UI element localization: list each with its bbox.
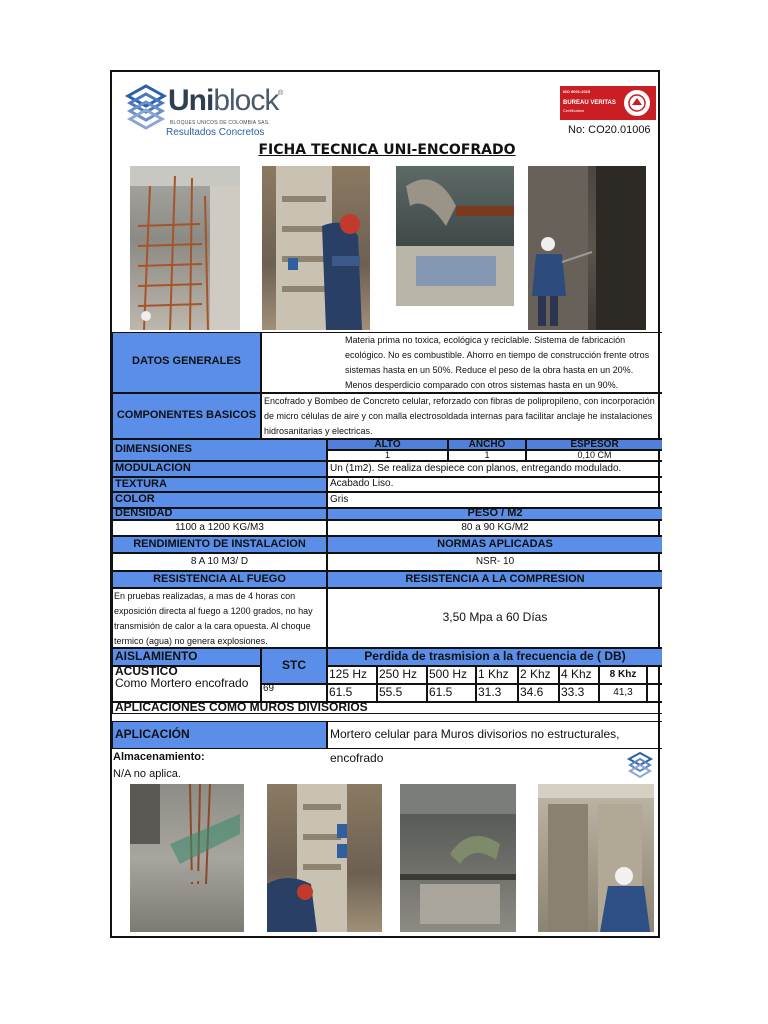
value-500: 61.5: [427, 684, 476, 702]
stc-value: 69: [261, 684, 327, 702]
data-sheet: [110, 70, 660, 938]
perdida-label: Perdida de trasmision a la frecuencia de ( DB): [327, 648, 662, 666]
photo-worker-formwork-2: [267, 784, 382, 932]
aplicacion-value: Mortero celular para Muros divisorios no estructurales, encofrado: [327, 721, 662, 749]
aplicacion-label: APLICACIÓN: [112, 721, 327, 749]
aplicaciones-title: APLICACIONES COMO MUROS DIVISORIOS: [112, 702, 662, 714]
value-125: 61.5: [327, 684, 377, 702]
acustico-label: AISLAMIENTO ACUSTICO: [112, 648, 261, 666]
logo-tagline: Resultados Concretos: [166, 127, 265, 138]
peso-label: PESO / M2: [327, 508, 662, 520]
densidad-label: DENSIDAD: [112, 508, 327, 520]
espesor-value: 0,10 CM: [526, 450, 662, 461]
freq-500: 500 Hz: [427, 666, 476, 684]
photo-worker-spraying-2: [538, 784, 654, 932]
almacenamiento-label: Almacenamiento:: [113, 751, 205, 763]
stc-label: STC: [261, 648, 327, 684]
logo-subtitle: BLOQUES UNICOS DE COLOMBIA SAS.: [170, 120, 270, 126]
photo-concrete-pouring: [396, 166, 514, 306]
mortero-label: Como Mortero encofrado: [112, 666, 261, 702]
photo-rebar-base: [130, 784, 244, 932]
freq-empty: [647, 666, 662, 684]
certification-badge: [560, 86, 656, 120]
textura-label: TEXTURA: [112, 477, 327, 492]
top-photo-strip: [112, 164, 662, 332]
ancho-label: ANCHO: [448, 439, 526, 450]
value-4k: 33.3: [559, 684, 599, 702]
photo-rebar-columns: [130, 166, 240, 330]
compresion-value: 3,50 Mpa a 60 Días: [327, 588, 662, 648]
textura-value: Acabado Liso.: [327, 477, 662, 492]
value-2k: 34.6: [518, 684, 559, 702]
modulacion-label: MODULACION: [112, 461, 327, 477]
fuego-label: RESISTENCIA AL FUEGO: [112, 571, 327, 588]
value-empty: [647, 684, 662, 702]
page-title: FICHA TECNICA UNI-ENCOFRADO: [258, 142, 516, 158]
rendimiento-value: 8 A 10 M3/ D: [112, 553, 327, 571]
uniblock-logo: [126, 80, 316, 140]
document-number: No: CO20.01006: [568, 124, 651, 136]
freq-8k: 8 Khz: [599, 666, 647, 684]
value-250: 55.5: [377, 684, 427, 702]
datos-generales-label: DATOS GENERALES: [112, 332, 261, 393]
normas-label: NORMAS APLICADAS: [327, 536, 662, 553]
componentes-text: Encofrado y Bombeo de Concreto celular, reforzado con fibras de polipropileno, con incorporación de micro células de aire y con malla electrosoldada internas para facilitar anclaje he instalaciones hidrosanitarias y electricas.: [261, 393, 662, 439]
photo-concrete-pouring-2: [400, 784, 516, 932]
logo-stack-icon: [126, 84, 166, 128]
compresion-label: RESISTENCIA A LA COMPRESION: [327, 571, 662, 588]
freq-2k: 2 Khz: [518, 666, 559, 684]
bureau-veritas-seal-icon: [622, 88, 652, 118]
peso-value: 80 a 90 KG/M2: [327, 520, 662, 536]
alto-label: ALTO: [327, 439, 448, 450]
freq-1k: 1 Khz: [476, 666, 518, 684]
cert-org: BUREAU VERITAS: [563, 100, 616, 106]
freq-4k: 4 Khz: [559, 666, 599, 684]
almacenamiento-value: N/A no aplica.: [113, 768, 181, 780]
photo-worker-spraying: [528, 166, 646, 330]
photo-worker-formwork: [262, 166, 370, 330]
densidad-value: 1100 a 1200 KG/M3: [112, 520, 327, 536]
bottom-photo-strip: [112, 780, 662, 936]
freq-125: 125 Hz: [327, 666, 377, 684]
cert-label: Certification: [563, 108, 585, 113]
freq-250: 250 Hz: [377, 666, 427, 684]
frequency-table: [112, 666, 662, 702]
value-8k: 41,3: [599, 684, 647, 702]
fuego-text: En pruebas realizadas, a mas de 4 horas con exposición directa al fuego a 1200 grados, no hay transmisión de calor a la cara opuesta. Al choque termico (agua) no genera explosiones.: [112, 588, 327, 648]
cert-iso: ISO 9001:2015: [563, 89, 591, 94]
color-label: COLOR: [112, 492, 327, 508]
ancho-value: 1: [448, 450, 526, 461]
rendimiento-label: RENDIMIENTO DE INSTALACION: [112, 536, 327, 553]
alto-value: 1: [327, 450, 448, 461]
logo-wordmark: Uniblock: [168, 84, 279, 117]
modulacion-value: Un (1m2). Se realiza despiece con planos, entregando modulado.: [327, 461, 662, 477]
componentes-label: COMPONENTES BASICOS: [112, 393, 261, 439]
color-value: Gris: [327, 492, 662, 508]
uniblock-mark-icon: [628, 752, 652, 778]
dimensiones-label: DIMENSIONES: [112, 439, 327, 461]
datos-generales-text: Materia prima no toxica, ecológica y reciclable. Sistema de fabricación ecológico. No es combustible. Ahorro en tiempo de construcción frente otros sistemas hasta en un 50%. Reduce el peso de la obra hasta en un 20%. Menos desperdicio comparado con otros sistemas hasta en un 90%.: [261, 332, 662, 393]
normas-value: NSR- 10: [327, 553, 662, 571]
logo-registered: ®: [278, 90, 284, 97]
espesor-label: ESPESOR: [526, 439, 662, 450]
value-1k: 31.3: [476, 684, 518, 702]
